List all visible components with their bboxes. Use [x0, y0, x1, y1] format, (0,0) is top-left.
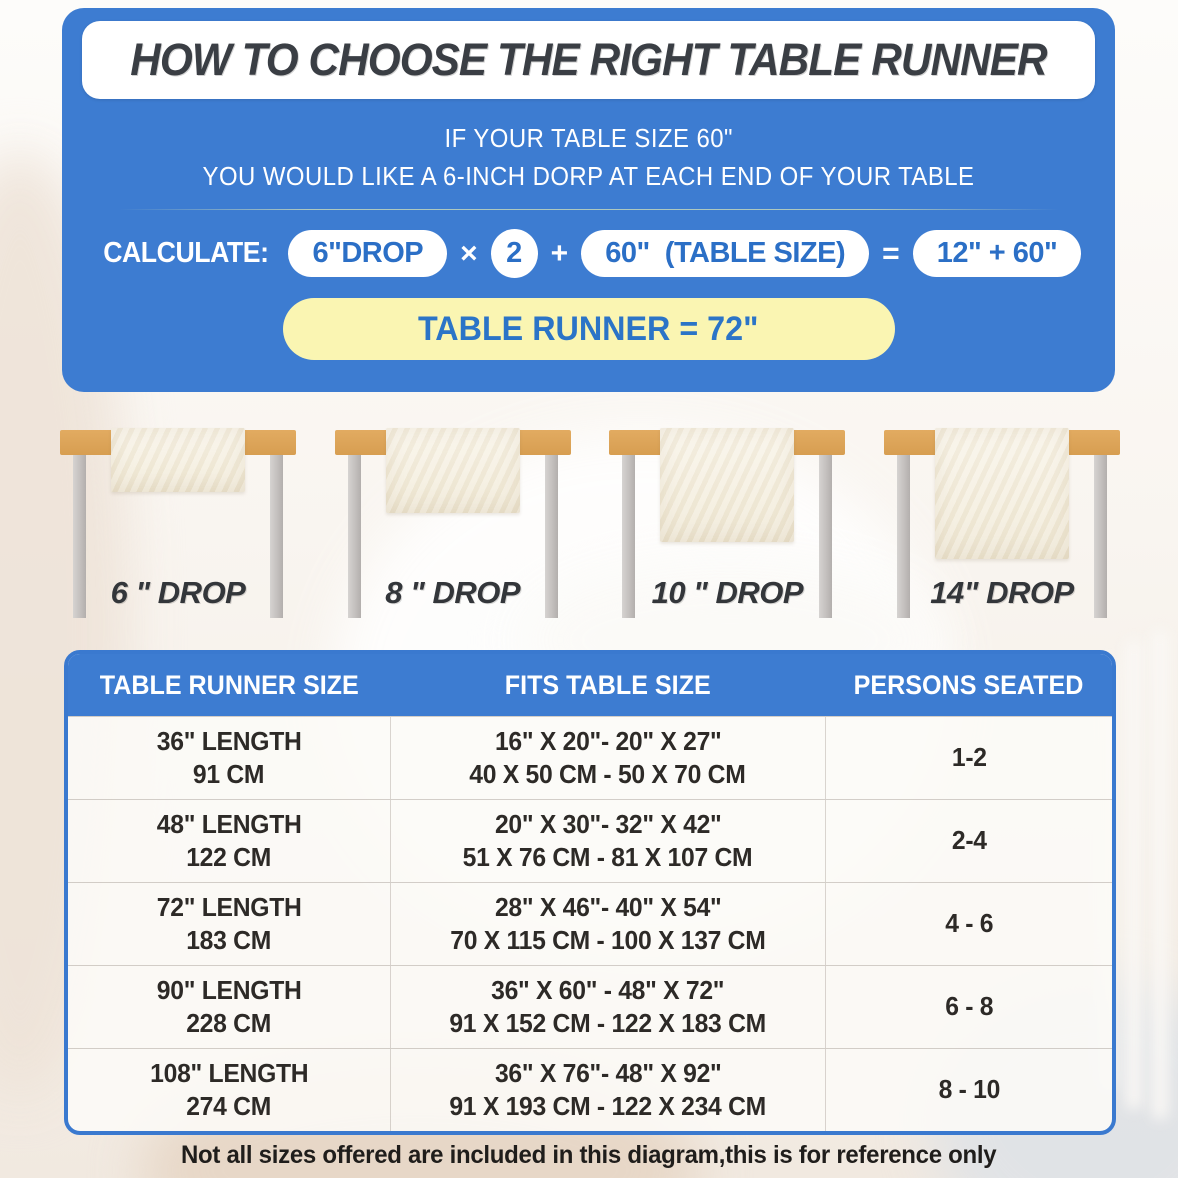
size-reference-table [64, 650, 1116, 1135]
cell-fits-size [390, 717, 826, 799]
runner-cloth [111, 428, 245, 492]
runner-size-cm: 91 CM [193, 759, 265, 789]
fits-size-cm: 91 X 193 CM - 122 X 234 CM [449, 1091, 767, 1121]
runner-cloth [386, 428, 520, 513]
column-header-label: FITS TABLE SIZE [504, 669, 711, 700]
cell-persons [826, 966, 1112, 1048]
cell-fits-size [390, 966, 826, 1048]
subtitle-line-1: IF YOUR TABLE SIZE 60" [444, 123, 733, 153]
page-title: HOW TO CHOOSE THE RIGHT TABLE RUNNER [130, 34, 1047, 85]
multiplier-pill: 2 [491, 229, 538, 278]
calculation-row [96, 229, 1082, 278]
runner-size-inches: 72" LENGTH [156, 891, 302, 922]
equals-operator: = [882, 236, 900, 270]
table-header-row [68, 654, 1112, 716]
calculate-label: CALCULATE: [102, 237, 269, 269]
cell-fits-size [390, 883, 826, 965]
cell-runner-size [68, 966, 390, 1048]
table-illustration-8-drop [335, 428, 571, 620]
column-header-label: PERSONS SEATED [854, 669, 1084, 700]
runner-size-inches: 48" LENGTH [156, 808, 302, 839]
table-illustration-6-drop [60, 428, 296, 620]
fits-size-cm: 40 X 50 CM - 50 X 70 CM [469, 759, 746, 789]
persons-seated: 4 - 6 [944, 908, 993, 939]
drop-label: 6 " DROP [110, 575, 246, 610]
fits-size-cm: 91 X 152 CM - 122 X 183 CM [449, 1008, 767, 1038]
result-text: TABLE RUNNER = 72" [418, 309, 759, 348]
plus-operator: + [550, 236, 569, 270]
table-row [68, 965, 1112, 1048]
runner-size-inches: 108" LENGTH [149, 1057, 308, 1088]
drop-value-pill: 6"DROP [288, 230, 447, 277]
sum-pill: 12" + 60" [913, 230, 1082, 277]
runner-size-inches: 90" LENGTH [156, 974, 302, 1005]
runner-size-cm: 228 CM [186, 1008, 272, 1038]
subtitle-line-2: YOU WOULD LIKE A 6-INCH DORP AT EACH END OF YOUR TABLE [202, 161, 975, 191]
fits-size-inches: 36" X 76"- 48" X 92" [494, 1057, 722, 1088]
cell-fits-size [390, 1049, 826, 1131]
cell-persons [826, 717, 1112, 799]
footnote-text: Not all sizes offered are included in this diagram,this is for reference only [181, 1141, 997, 1169]
persons-seated: 2-4 [951, 825, 987, 856]
cell-persons [826, 800, 1112, 882]
multiply-operator: × [460, 236, 478, 270]
fits-size-cm: 70 X 115 CM - 100 X 137 CM [450, 925, 766, 955]
cell-runner-size [68, 883, 390, 965]
drop-label: 10 " DROP [651, 575, 804, 610]
runner-size-inches: 36" LENGTH [156, 725, 302, 756]
persons-seated: 1-2 [951, 742, 987, 773]
cell-persons [826, 883, 1112, 965]
fits-size-inches: 28" X 46"- 40" X 54" [494, 891, 722, 922]
persons-seated: 6 - 8 [944, 991, 993, 1022]
table-illustration-14-drop [884, 428, 1120, 620]
column-header-fits-size [390, 654, 826, 716]
runner-cloth [935, 428, 1069, 559]
table-illustration-10-drop [609, 428, 845, 620]
bg-chair-slat [1126, 640, 1142, 1110]
fits-size-inches: 36" X 60" - 48" X 72" [491, 974, 725, 1005]
table-row [68, 716, 1112, 799]
bg-chair-slat [1152, 630, 1168, 1120]
hero-divider [119, 209, 1059, 210]
table-row [68, 1048, 1112, 1131]
runner-size-cm: 183 CM [186, 925, 272, 955]
cell-runner-size [68, 717, 390, 799]
runner-cloth [660, 428, 794, 542]
drop-label: 14" DROP [930, 575, 1074, 610]
fits-size-inches: 16" X 20"- 20" X 27" [494, 725, 722, 756]
column-header-runner-size [68, 654, 390, 716]
title-box [82, 21, 1095, 99]
drop-label: 8 " DROP [385, 575, 521, 610]
fits-size-inches: 20" X 30"- 32" X 42" [494, 808, 722, 839]
cell-persons [826, 1049, 1112, 1131]
column-header-persons [826, 654, 1112, 716]
table-row [68, 882, 1112, 965]
table-row [68, 799, 1112, 882]
cell-runner-size [68, 1049, 390, 1131]
cell-fits-size [390, 800, 826, 882]
column-header-label: TABLE RUNNER SIZE [99, 669, 359, 700]
hero-card [62, 8, 1115, 392]
runner-size-cm: 274 CM [186, 1091, 272, 1121]
result-pill [283, 298, 895, 360]
fits-size-cm: 51 X 76 CM - 81 X 107 CM [462, 842, 753, 872]
persons-seated: 8 - 10 [938, 1074, 1000, 1105]
reference-footnote [0, 1141, 1178, 1170]
table-size-pill: 60" (TABLE SIZE) [581, 230, 869, 277]
runner-size-cm: 122 CM [186, 842, 272, 872]
cell-runner-size [68, 800, 390, 882]
drop-illustrations-row [0, 428, 1178, 620]
